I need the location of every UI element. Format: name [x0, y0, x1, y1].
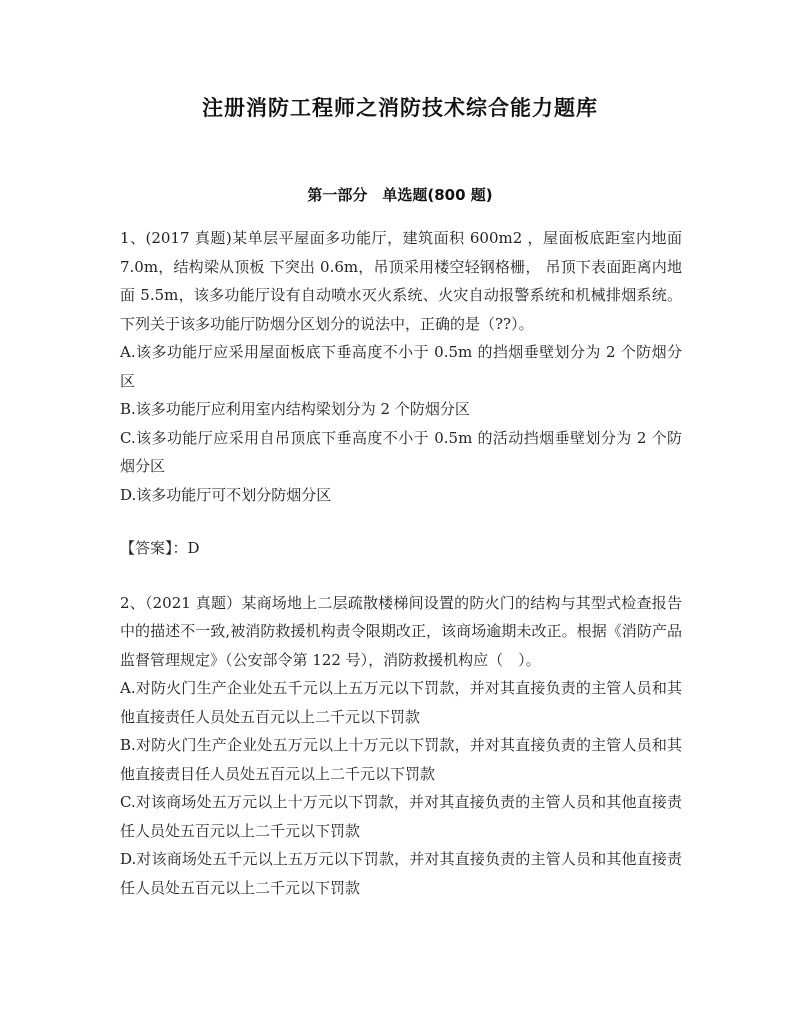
- answer-line: 【答案】：D: [120, 539, 200, 557]
- question-list: [120, 224, 682, 902]
- question-2: [120, 589, 682, 903]
- option-d: D.对该商场处五千元以上五万元以下罚款，并对其直接负责的主管人员和其他直接责任人员处五百元以上二千元以下罚款: [120, 850, 682, 897]
- section-heading: 第一部分 单选题(800 题): [307, 186, 493, 204]
- question-stem: 1、(2017 真题)某单层平屋面多功能厅，建筑面积 600m2 ，屋面板底距室内地面 7.0m，结构梁从顶板 下突出 0.6m，吊顶采用楼空轻钢格栅， 吊顶下表面距离内地面 5.5m，该多功能厅设有自动喷水灭火系统、火灾自动报警系统和机械排烟系统。 下列关于该多功能厅防烟分区划分的说法中，正确的是（??）。: [120, 229, 682, 333]
- option-a: A.该多功能厅应采用屋面板底下垂高度不小于 0.5m 的挡烟垂壁划分为 2 个防烟分区: [120, 343, 682, 390]
- option-c: C.对该商场处五万元以上十万元以下罚款，并对其直接负责的主管人员和其他直接责任人员处五百元以上二千元以下罚款: [120, 793, 682, 840]
- option-b: B.对防火门生产企业处五万元以上十万元以下罚款，并对其直接负责的主管人员和其他直接责目任人员处五百元以上二千元以下罚款: [120, 736, 682, 783]
- option-b: B.该多功能厅应利用室内结构梁划分为 2 个防烟分区: [120, 400, 470, 418]
- option-c: C.该多功能厅应采用自吊顶底下垂高度不小于 0.5m 的活动挡烟垂壁划分为 2 个防烟分区: [120, 428, 682, 475]
- option-d: D.该多功能厅可不划分防烟分区: [120, 485, 332, 504]
- question-stem: 2、（2021 真题）某商场地上二层疏散楼梯间设置的防火门的结构与其型式检查报告中的描述不一致,被消防救援机构责令限期改正，该商场逾期未改正。根据《消防产品监督管理规定》（公安部令第 122 号），消防救援机构应（ ）。: [120, 593, 682, 669]
- option-a: A.对防火门生产企业处五千元以上五万元以下罚款，并对其直接负责的主管人员和其他直接责任人员处五百元以上二千元以下罚款: [120, 679, 682, 726]
- question-1: [120, 224, 682, 563]
- document-title: 注册消防工程师之消防技术综合能力题库: [202, 96, 598, 120]
